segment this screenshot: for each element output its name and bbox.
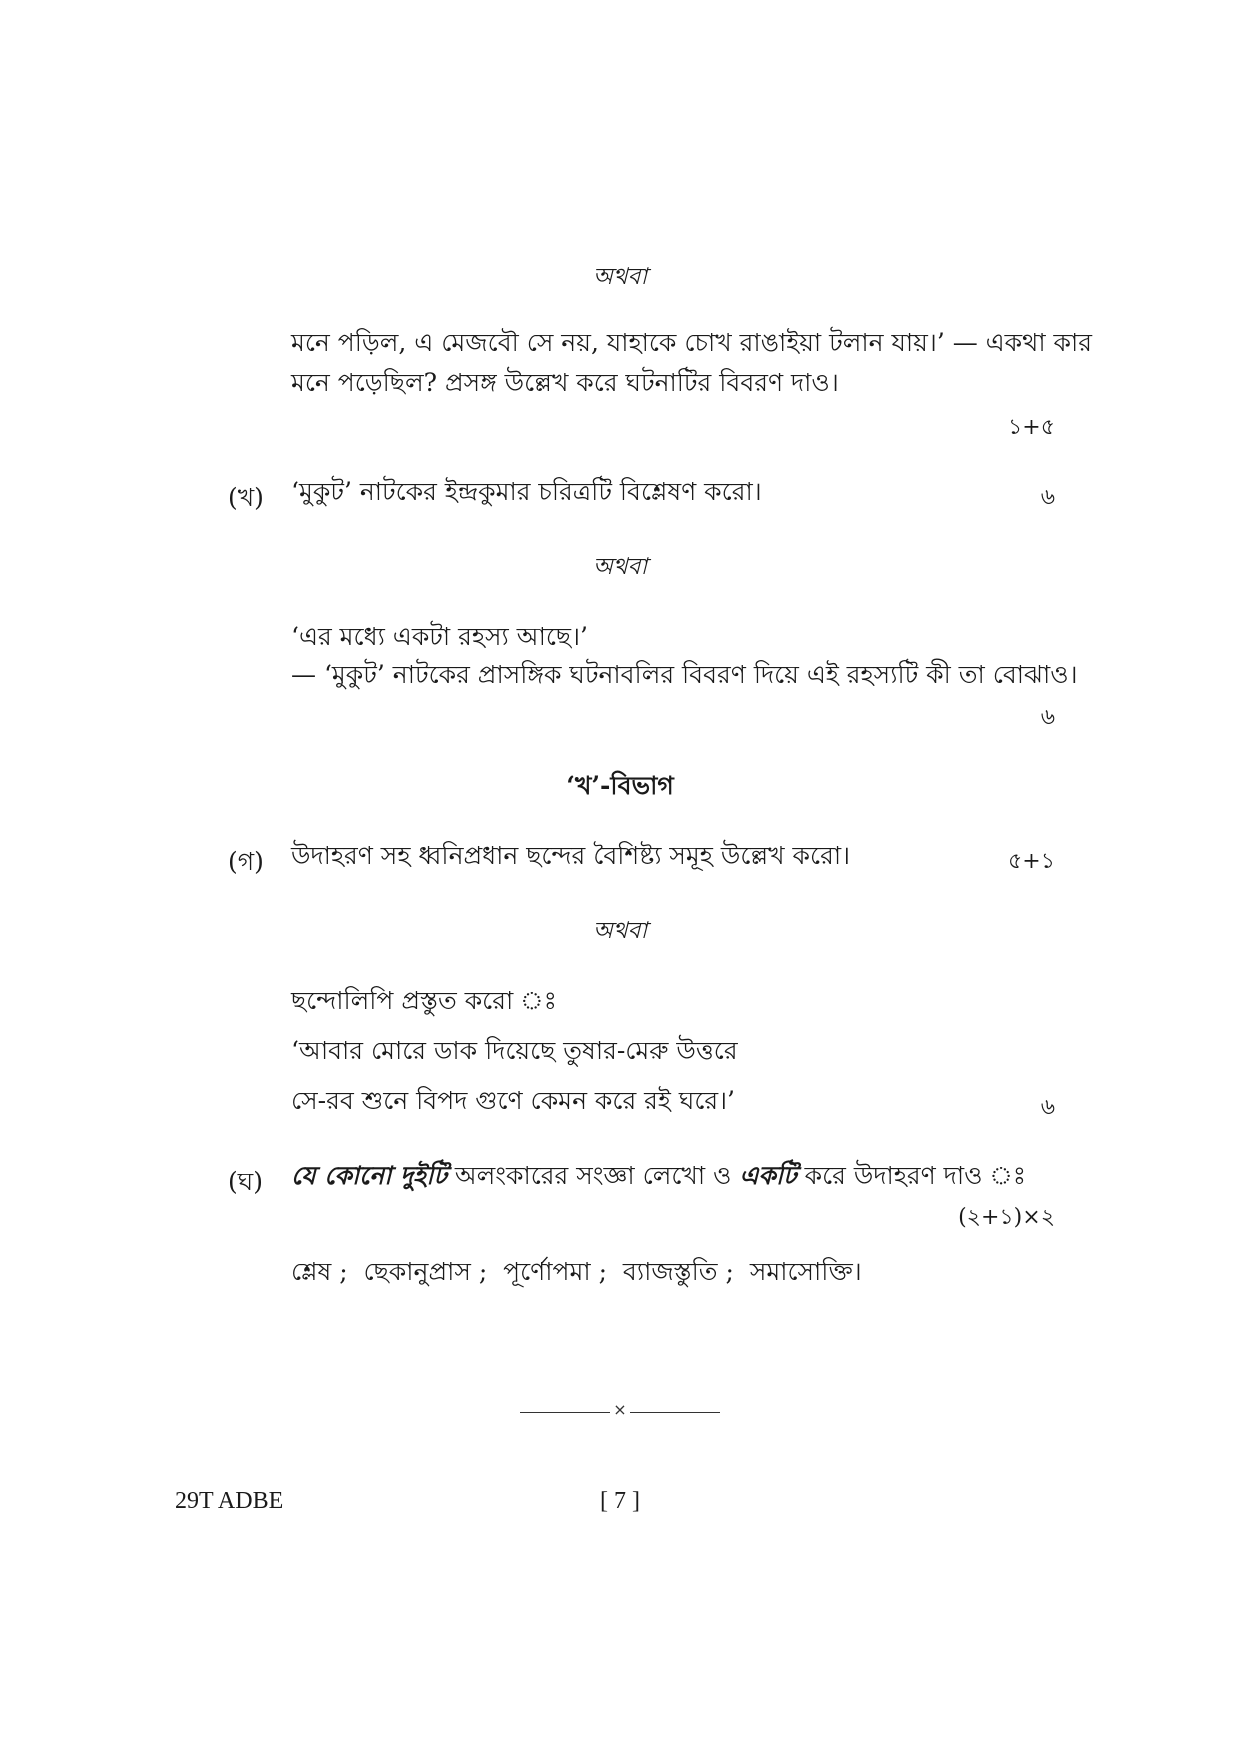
marks-label: ৬ xyxy=(1040,705,1055,730)
question-text-line: মনে পড়েছিল? প্রসঙ্গ উল্লেখ করে ঘটনাটির বিবরণ দাও। xyxy=(291,368,839,397)
question-text xyxy=(291,1159,1026,1193)
paper-code: 29T ADBE xyxy=(175,1488,284,1514)
question-label: (গ) xyxy=(228,847,264,876)
question-text-part: অলংকারের সংজ্ঞা লেখো ও xyxy=(454,1161,732,1190)
question-text-line: ‘এর মধ্যে একটা রহস্য আছে।’ xyxy=(291,622,588,651)
or-label: অথবা xyxy=(592,918,648,944)
or-label: অথবা xyxy=(592,554,648,580)
verse-line: ‘আবার মোরে ডাক দিয়েছে তুষার-মেরু উত্তরে xyxy=(291,1036,738,1065)
question-label: (ঘ) xyxy=(228,1167,263,1196)
question-label: (খ) xyxy=(228,483,264,512)
marks-label: (২+১)×২ xyxy=(958,1205,1055,1230)
marks-label: ৫+১ xyxy=(1008,849,1055,874)
options-list: শ্লেষ ; ছেকানুপ্রাস ; পূর্ণোপমা ; ব্যাজস্তুতি ; সমাসোক্তি। xyxy=(291,1257,862,1286)
separator-line xyxy=(520,1412,610,1413)
marks-label: ৬ xyxy=(1040,485,1055,510)
end-marker: × xyxy=(613,1400,627,1419)
emphasis-text: যে কোনো দুইটি xyxy=(291,1161,447,1190)
separator-line xyxy=(630,1412,720,1413)
question-text: ‘মুকুট’ নাটকের ইন্দ্রকুমার চরিত্রটি বিশ্লেষণ করো। xyxy=(291,477,762,506)
question-text-line: মনে পড়িল, এ মেজবৌ সে নয়, যাহাকে চোখ রাঙাইয়া টলান যায়।’ — একথা কার xyxy=(291,328,1093,357)
verse-line: সে-রব শুনে বিপদ গুণে কেমন করে রই ঘরে।’ xyxy=(291,1086,735,1115)
end-separator xyxy=(520,1402,720,1422)
marks-label: ৬ xyxy=(1040,1095,1055,1120)
emphasis-text: একটি xyxy=(739,1161,797,1190)
question-text-part: করে উদাহরণ দাও ঃ xyxy=(804,1161,1027,1190)
question-text-line: ছন্দোলিপি প্রস্তুত করো ঃ xyxy=(291,986,557,1015)
section-heading: ‘খ’-বিভাগ xyxy=(566,771,674,800)
page-number: [ 7 ] xyxy=(600,1488,640,1514)
marks-label: ১+৫ xyxy=(1008,415,1055,440)
or-label: অথবা xyxy=(592,264,648,290)
question-text-line: — ‘মুকুট’ নাটকের প্রাসঙ্গিক ঘটনাবলির বিবরণ দিয়ে এই রহস্যটি কী তা বোঝাও। xyxy=(291,660,1078,689)
question-text: উদাহরণ সহ ধ্বনিপ্রধান ছন্দের বৈশিষ্ট্য সমূহ উল্লেখ করো। xyxy=(291,841,851,870)
